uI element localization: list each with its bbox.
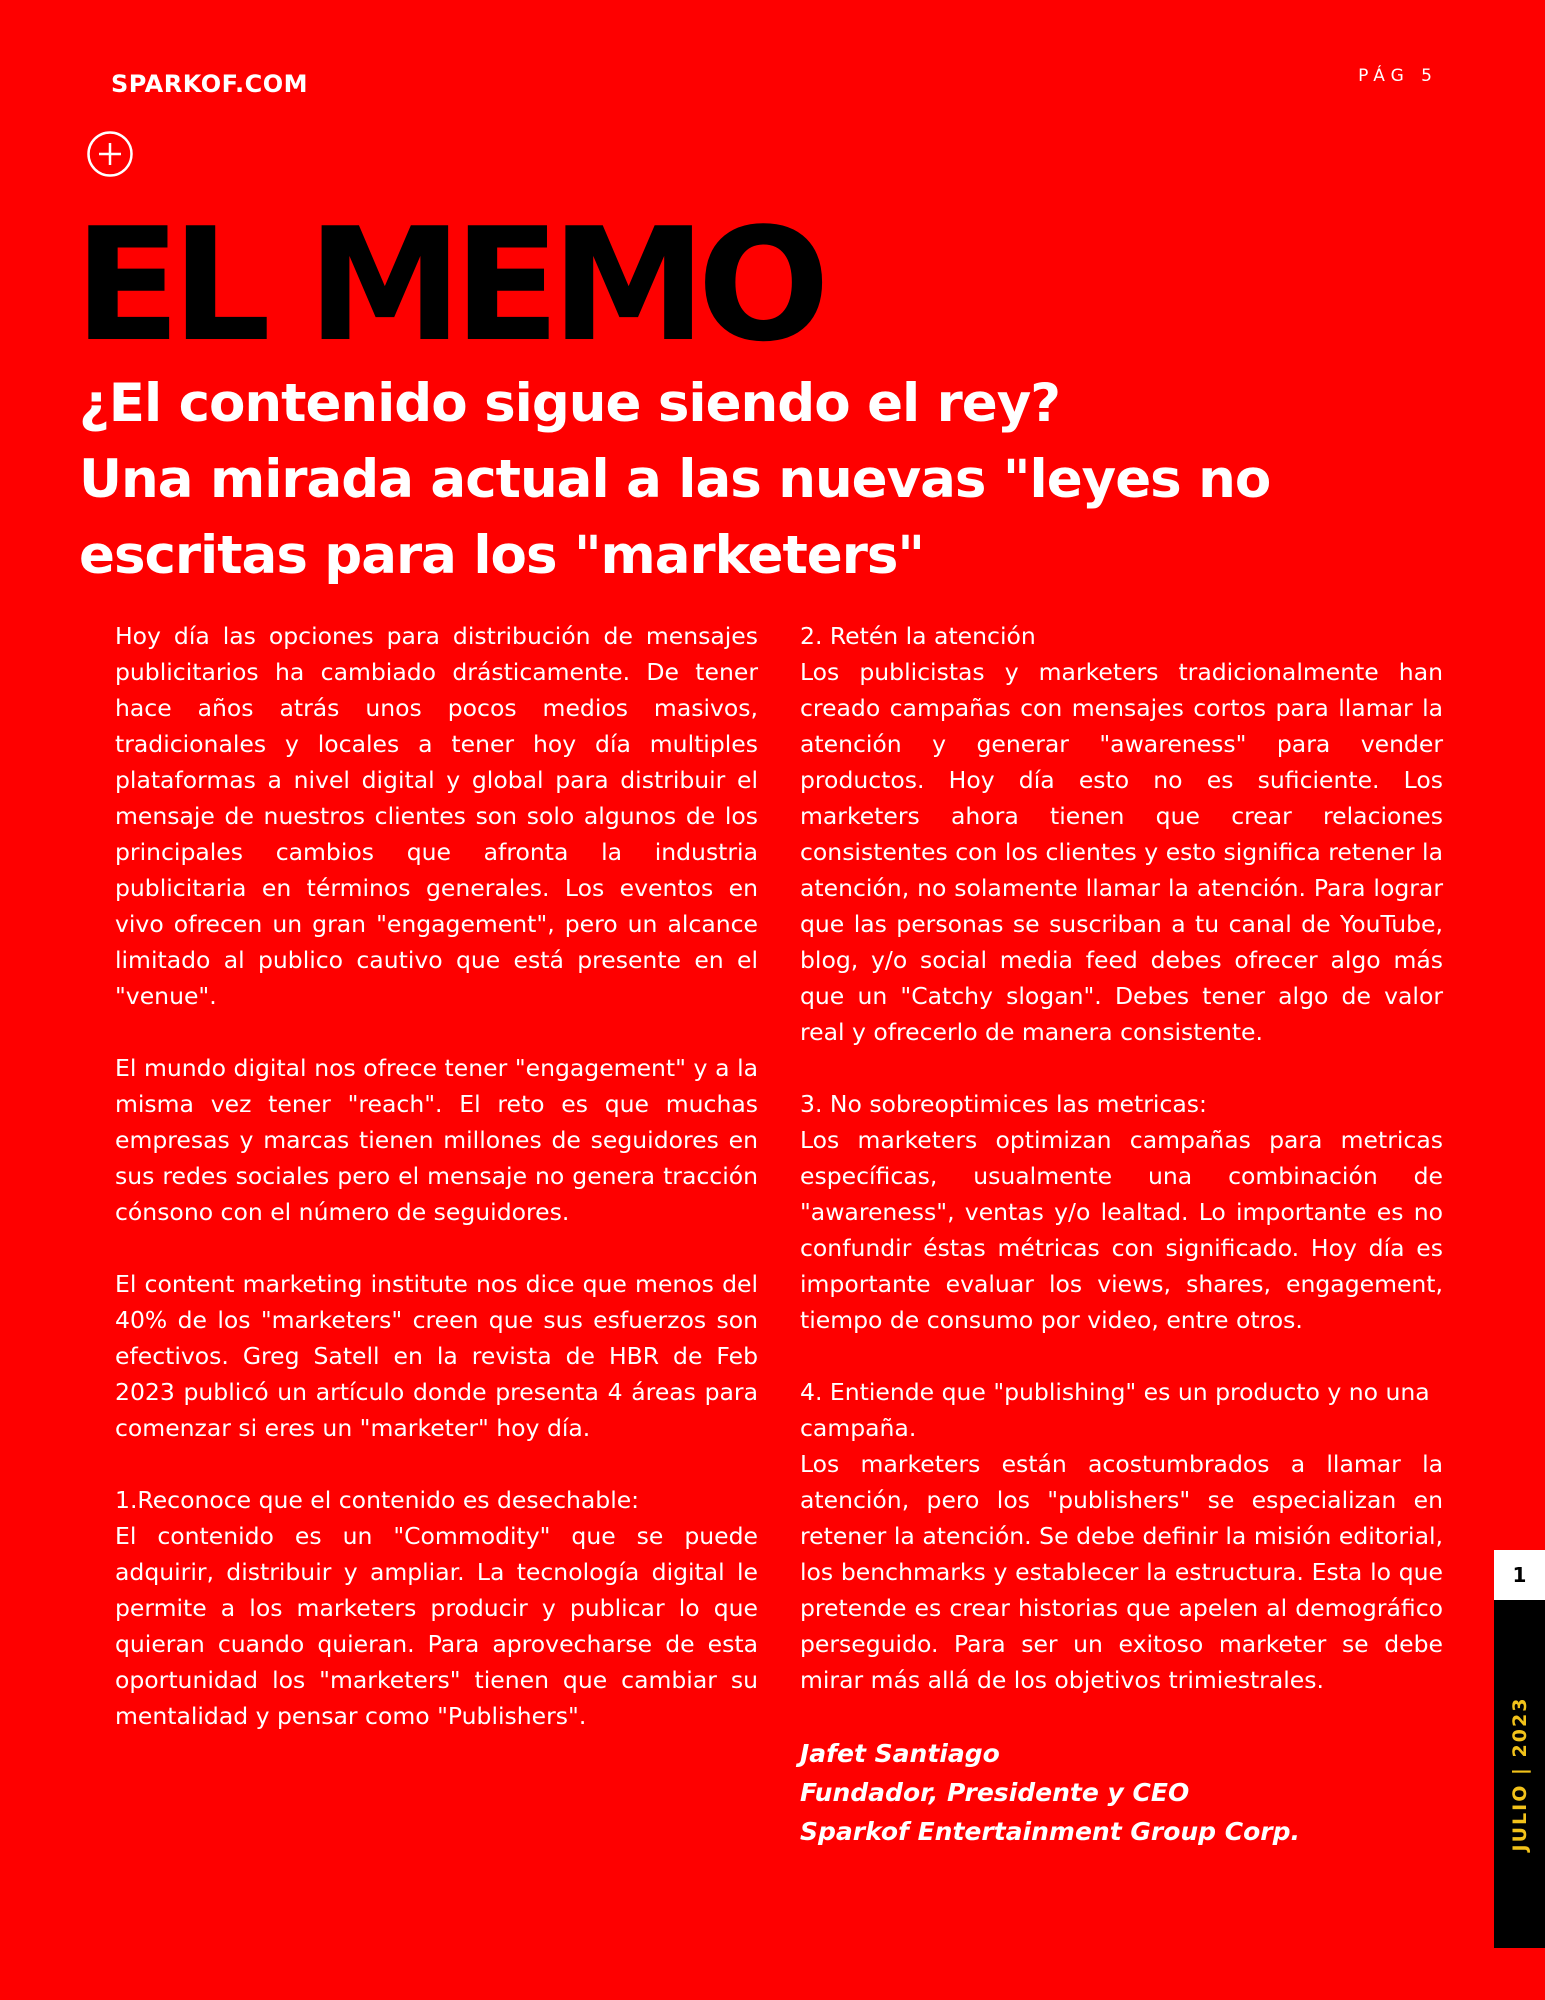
author-title: Fundador, Presidente y CEO: [800, 1778, 1190, 1807]
left-column: [115, 618, 758, 1770]
point-2-body: Los publicistas y marketers tradicionalmente han creado campañas con mensajes cortos para llamar la atención y generar "awareness" para vender productos. Hoy día esto no es suficiente. Los marketers ahora tienen que crear relaciones consistentes con los clientes y esto significa retener la atención, no solamente llamar la atención. Para lograr que las personas se suscriban a tu canal de YouTube, blog, y/o social media feed debes ofrecer algo más que un "Catchy slogan". Debes tener algo de valor real y ofrecerlo de manera consistente.: [800, 658, 1443, 1046]
author-company: Sparkof Entertainment Group Corp.: [800, 1817, 1301, 1846]
paragraph-digital-world: El mundo digital nos ofrece tener "engagement" y a la misma vez tener "reach". El reto es que muchas empresas y marcas tienen millones de seguidores en sus redes sociales pero el mensaje no genera tracción cónsono con el número de seguidores.: [115, 1054, 758, 1226]
paragraph-point-2: [800, 618, 1443, 1050]
paragraph-point-1: [115, 1482, 758, 1734]
point-1-title: 1.Reconoce que el contenido es desechable:: [115, 1486, 640, 1514]
point-4-body: Los marketers están acostumbrados a llamar la atención, pero los "publishers" se especializan en retener la atención. Se debe definir la misión editorial, los benchmarks y establecer la estructura. Esta lo que pretende es crear historias que apelen al demográfico perseguido. Para ser un exitoso marketer se debe mirar más allá de los objetivos trimiestrales.: [800, 1450, 1443, 1694]
point-3-title: 3. No sobreoptimices las metricas:: [800, 1090, 1207, 1118]
masthead-title: EL MEMO: [74, 194, 821, 376]
issue-date: JULIO | 2023: [1508, 1696, 1531, 1852]
headline-line-3: escritas para los "marketers": [79, 525, 925, 586]
author-signature: [800, 1734, 1443, 1851]
paragraph-point-3: [800, 1086, 1443, 1338]
page-number: PÁG 5: [1358, 66, 1438, 86]
author-name: Jafet Santiago: [800, 1739, 1000, 1768]
headline-line-2: Una mirada actual a las nuevas "leyes no: [79, 449, 1271, 510]
paragraph-point-4: [800, 1374, 1443, 1698]
side-tab-number: 1: [1494, 1550, 1545, 1600]
right-column: [800, 618, 1443, 1851]
side-tab-issue: [1494, 1600, 1545, 1948]
point-3-body: Los marketers optimizan campañas para metricas específicas, usualmente una combinación de "awareness", ventas y/o lealtad. Lo importante es no confundir éstas métricas con significado. Hoy día es importante evaluar los views, shares, engagement, tiempo de consumo por video, entre otros.: [800, 1126, 1443, 1334]
plus-circle-icon: [86, 130, 134, 178]
point-2-title: 2. Retén la atención: [800, 622, 1036, 650]
point-4-title: 4. Entiende que "publishing" es un producto y no una campaña.: [800, 1378, 1430, 1442]
paragraph-intro: Hoy día las opciones para distribución de mensajes publicitarios ha cambiado drásticamente. De tener hace años atrás unos pocos medios masivos, tradicionales y locales a tener hoy día multiples plataformas a nivel digital y global para distribuir el mensaje de nuestros clientes son solo algunos de los principales cambios que afronta la industria publicitaria en términos generales. Los eventos en vivo ofrecen un gran "engagement", pero un alcance limitado al publico cautivo que está presente en el "venue".: [115, 622, 758, 1010]
site-name: SPARKOF.COM: [111, 70, 309, 98]
paragraph-content-institute: El content marketing institute nos dice que menos del 40% de los "marketers" creen que sus esfuerzos son efectivos. Greg Satell en la revista de HBR de Feb 2023 publicó un artículo donde presenta 4 áreas para comenzar si eres un "marketer" hoy día.: [115, 1270, 758, 1442]
point-1-body: El contenido es un "Commodity" que se puede adquirir, distribuir y ampliar. La tecnología digital le permite a los marketers producir y publicar lo que quieran cuando quieran. Para aprovecharse de esta oportunidad los "marketers" tienen que cambiar su mentalidad y pensar como "Publishers".: [115, 1522, 758, 1730]
headline-line-1: ¿El contenido sigue siendo el rey?: [79, 373, 1061, 434]
article-headline: [79, 366, 1479, 594]
